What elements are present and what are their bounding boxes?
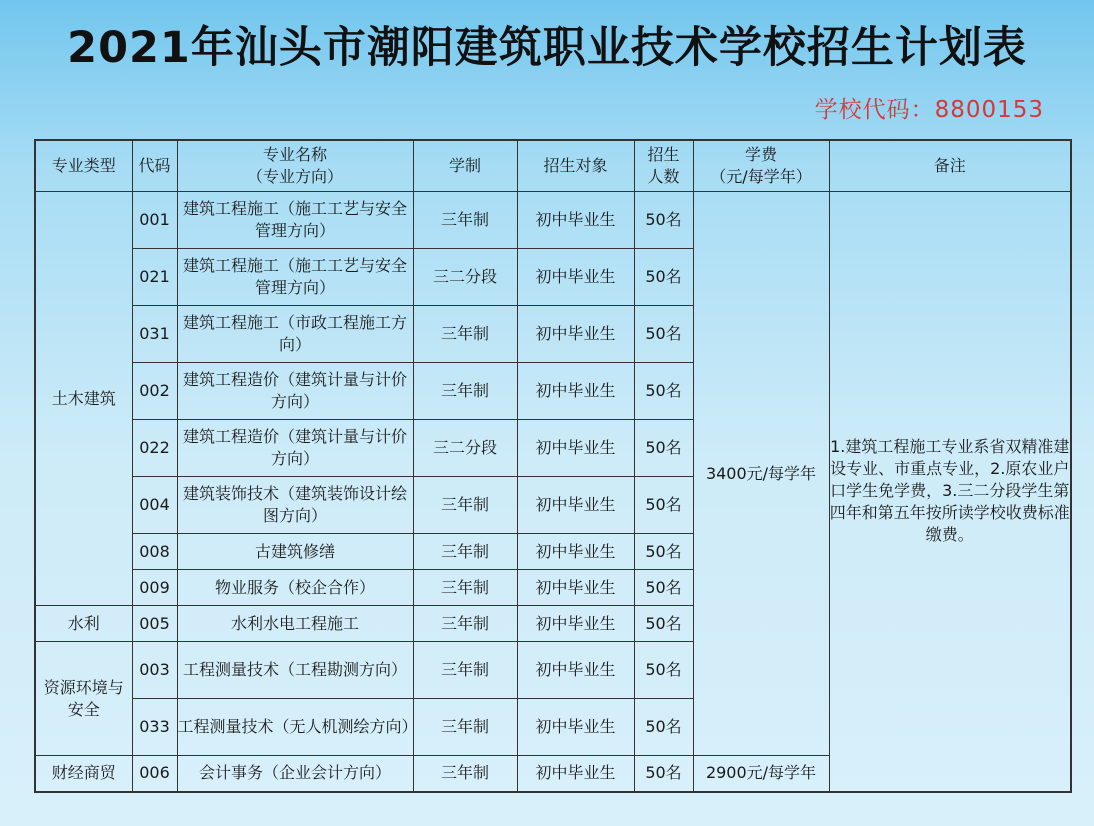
header-type: 专业类型 bbox=[35, 140, 132, 192]
school-code: 学校代码：8800153 bbox=[814, 97, 1044, 123]
header-target: 招生对象 bbox=[517, 140, 634, 192]
row-code: 003 bbox=[132, 642, 177, 699]
table-row bbox=[35, 192, 1071, 249]
row-duration: 三年制 bbox=[413, 699, 517, 756]
row-name: 建筑工程造价（建筑计量与计价方向） bbox=[177, 363, 413, 420]
note-text: 1.建筑工程施工专业系省双精准建设专业、市重点专业，2.原农业户口学生免学费，3.三二分段学生第四年和第五年按所读学校收费标准缴费。 bbox=[829, 192, 1071, 792]
row-target: 初中毕业生 bbox=[517, 642, 634, 699]
row-duration: 三年制 bbox=[413, 363, 517, 420]
page-title: 2021年汕头市潮阳建筑职业技术学校招生计划表 bbox=[67, 23, 1027, 73]
header-name-line1: 专业名称 bbox=[262, 145, 327, 164]
row-target: 初中毕业生 bbox=[517, 477, 634, 534]
row-target: 初中毕业生 bbox=[517, 570, 634, 606]
header-count-line1: 招生 bbox=[647, 145, 680, 164]
row-code: 006 bbox=[132, 756, 177, 792]
header-code: 代码 bbox=[132, 140, 177, 192]
header-name-line2: （专业方向） bbox=[246, 167, 343, 186]
header-count bbox=[634, 140, 693, 192]
row-target: 初中毕业生 bbox=[517, 606, 634, 642]
header-count-line2: 人数 bbox=[647, 167, 680, 186]
header-fee bbox=[693, 140, 829, 192]
row-target: 初中毕业生 bbox=[517, 363, 634, 420]
header-name bbox=[177, 140, 413, 192]
row-count: 50名 bbox=[634, 756, 693, 792]
row-count: 50名 bbox=[634, 249, 693, 306]
row-code: 004 bbox=[132, 477, 177, 534]
row-code: 021 bbox=[132, 249, 177, 306]
header-fee-line2: （元/每学年） bbox=[710, 167, 812, 186]
row-code: 022 bbox=[132, 420, 177, 477]
row-duration: 三年制 bbox=[413, 477, 517, 534]
row-name: 建筑工程施工（施工工艺与安全管理方向） bbox=[177, 249, 413, 306]
enrollment-plan-table bbox=[34, 139, 1072, 793]
row-count: 50名 bbox=[634, 534, 693, 570]
row-duration: 三年制 bbox=[413, 192, 517, 249]
row-code: 009 bbox=[132, 570, 177, 606]
row-name: 会计事务（企业会计方向） bbox=[177, 756, 413, 792]
row-duration: 三年制 bbox=[413, 534, 517, 570]
fee-main: 3400元/每学年 bbox=[693, 192, 829, 756]
row-name: 建筑装饰技术（建筑装饰设计绘图方向） bbox=[177, 477, 413, 534]
row-name: 物业服务（校企合作） bbox=[177, 570, 413, 606]
row-count: 50名 bbox=[634, 642, 693, 699]
row-name: 工程测量技术（无人机测绘方向） bbox=[177, 699, 413, 756]
row-count: 50名 bbox=[634, 306, 693, 363]
row-duration: 三年制 bbox=[413, 756, 517, 792]
row-duration: 三年制 bbox=[413, 642, 517, 699]
row-duration: 三二分段 bbox=[413, 249, 517, 306]
row-name: 建筑工程施工（市政工程施工方向） bbox=[177, 306, 413, 363]
row-code: 033 bbox=[132, 699, 177, 756]
row-code: 008 bbox=[132, 534, 177, 570]
row-target: 初中毕业生 bbox=[517, 192, 634, 249]
row-count: 50名 bbox=[634, 606, 693, 642]
row-duration: 三年制 bbox=[413, 606, 517, 642]
row-count: 50名 bbox=[634, 699, 693, 756]
row-name: 水利水电工程施工 bbox=[177, 606, 413, 642]
row-name: 工程测量技术（工程勘测方向） bbox=[177, 642, 413, 699]
row-target: 初中毕业生 bbox=[517, 249, 634, 306]
row-count: 50名 bbox=[634, 363, 693, 420]
row-target: 初中毕业生 bbox=[517, 699, 634, 756]
group-civil: 土木建筑 bbox=[35, 192, 132, 606]
header-fee-line1: 学费 bbox=[744, 145, 777, 164]
header-row bbox=[35, 140, 1071, 192]
row-code: 031 bbox=[132, 306, 177, 363]
row-count: 50名 bbox=[634, 570, 693, 606]
row-duration: 三二分段 bbox=[413, 420, 517, 477]
group-water: 水利 bbox=[35, 606, 132, 642]
group-resources: 资源环境与安全 bbox=[35, 642, 132, 756]
row-code: 001 bbox=[132, 192, 177, 249]
row-code: 002 bbox=[132, 363, 177, 420]
group-finance: 财经商贸 bbox=[35, 756, 132, 792]
row-target: 初中毕业生 bbox=[517, 534, 634, 570]
row-target: 初中毕业生 bbox=[517, 420, 634, 477]
row-duration: 三年制 bbox=[413, 570, 517, 606]
row-target: 初中毕业生 bbox=[517, 756, 634, 792]
row-count: 50名 bbox=[634, 477, 693, 534]
header-note: 备注 bbox=[829, 140, 1071, 192]
row-duration: 三年制 bbox=[413, 306, 517, 363]
row-code: 005 bbox=[132, 606, 177, 642]
row-name: 古建筑修缮 bbox=[177, 534, 413, 570]
row-name: 建筑工程施工（施工工艺与安全管理方向） bbox=[177, 192, 413, 249]
header-duration: 学制 bbox=[413, 140, 517, 192]
fee-finance: 2900元/每学年 bbox=[693, 756, 829, 792]
row-count: 50名 bbox=[634, 420, 693, 477]
row-count: 50名 bbox=[634, 192, 693, 249]
row-name: 建筑工程造价（建筑计量与计价方向） bbox=[177, 420, 413, 477]
row-target: 初中毕业生 bbox=[517, 306, 634, 363]
